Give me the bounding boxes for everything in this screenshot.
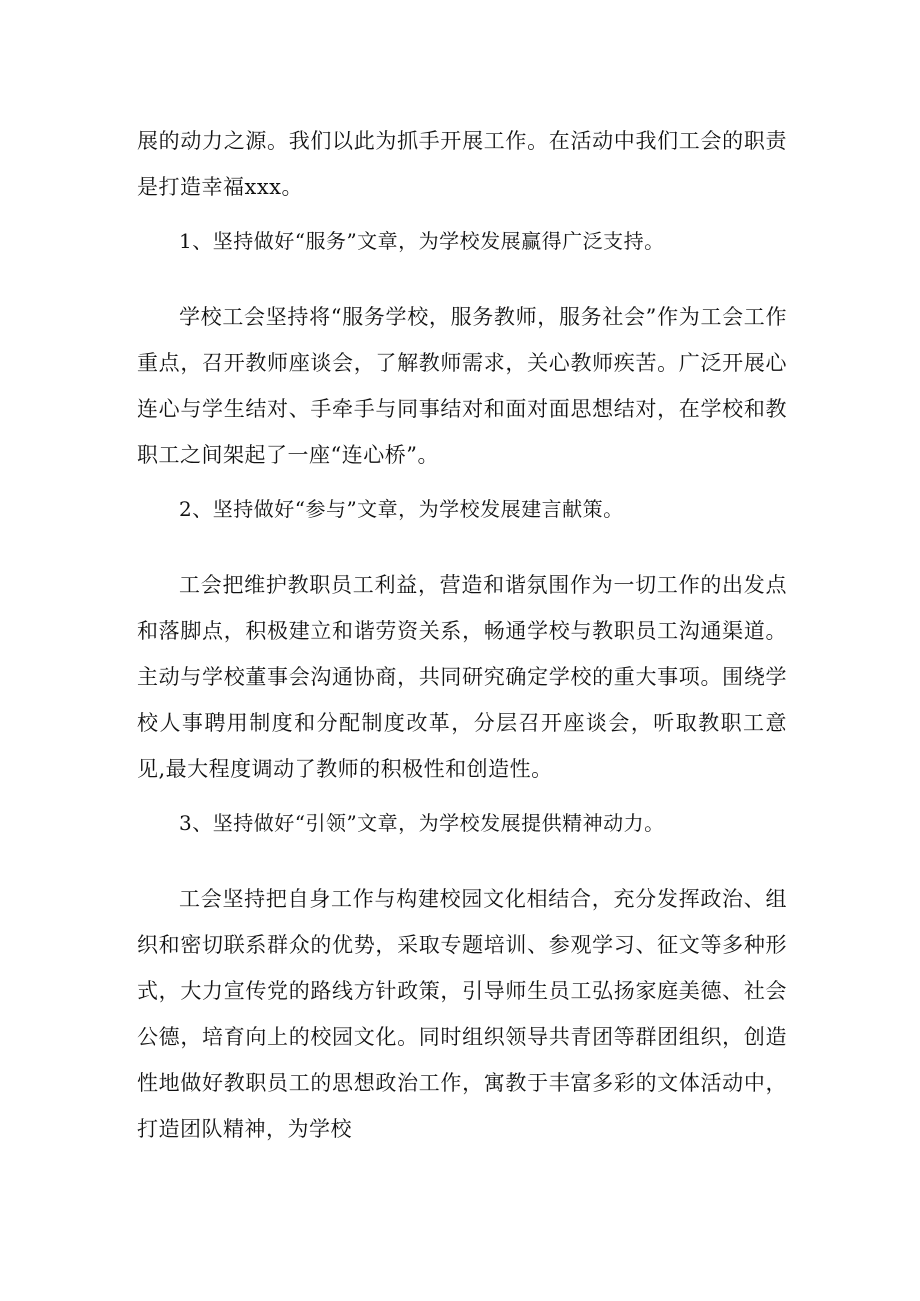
paragraph-service: 学校工会坚持将“服务学校，服务教师，服务社会”作为工会工作重点，召开教师座谈会，了解教师需求，关心教师疾苦。广泛开展心连心与学生结对、手牵手与同事结对和面对面思想结对，在学校和教职工之间架起了一座“连心桥”。 [137,305,787,467]
section-heading-3: 3、坚持做好“引领”文章，为学校发展提供精神动力。 [179,811,665,835]
section-heading-2: 2、坚持做好“参与”文章，为学校发展建言献策。 [179,497,624,521]
document-body [137,118,787,1152]
paragraph-participation: 工会把维护教职员工利益，营造和谐氛围作为一切工作的出发点和落脚点，积极建立和谐劳资关系，畅通学校与教职员工沟通渠道。主动与学校董事会沟通协商，共同研究确定学校的重大事项。围绕学校人事聘用制度和分配制度改革，分层召开座谈会，听取教职工意见,最大程度调动了教师的积极性和创造性。 [137,573,787,781]
paragraph-continuation: 展的动力之源。我们以此为抓手开展工作。在活动中我们工会的职责是打造幸福xxx。 [137,129,787,199]
paragraph-guidance: 工会坚持把自身工作与构建校园文化相结合，充分发挥政治、组织和密切联系群众的优势，采取专题培训、参观学习、征文等多种形式，大力宣传党的路线方针政策，引导师生员工弘扬家庭美德、社会公德，培育向上的校园文化。同时组织领导共青团等群团组织，创造性地做好教职员工的思想政治工作，寓教于丰富多彩的文体活动中，打造团队精神，为学校 [137,887,787,1141]
section-heading-1: 1、坚持做好“服务”文章，为学校发展赢得广泛支持。 [179,229,665,253]
